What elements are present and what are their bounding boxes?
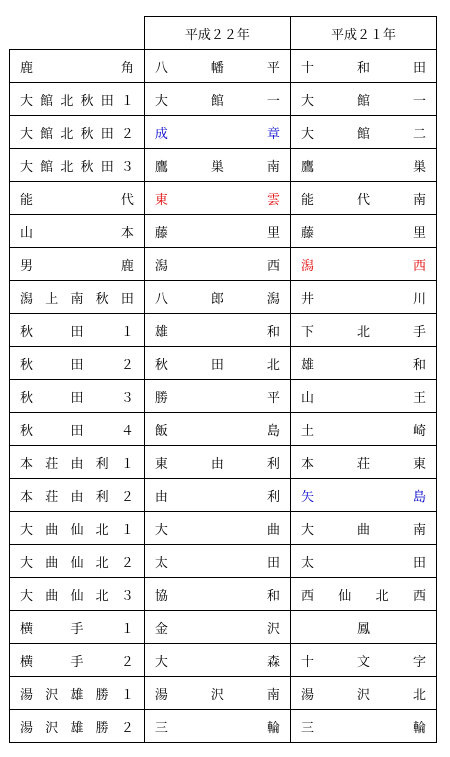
district-cell: 横 手 １ [10, 611, 145, 644]
district-cell: 湯 沢 雄 勝 １ [10, 677, 145, 710]
table-row [10, 248, 437, 281]
district-cell: 湯 沢 雄 勝 ２ [10, 710, 145, 743]
school-h22-cell: 八 幡 平 [144, 50, 290, 83]
district-cell: 山 本 [10, 215, 145, 248]
school-h21-cell: 山 王 [290, 380, 436, 413]
school-h22-cell: 藤 里 [144, 215, 290, 248]
header-year-21: 平成２１年 [290, 17, 436, 50]
district-cell: 秋 田 １ [10, 314, 145, 347]
school-h21-cell: 土 崎 [290, 413, 436, 446]
school-h21-cell: 本 荘 東 [290, 446, 436, 479]
table-row [10, 446, 437, 479]
table-row [10, 182, 437, 215]
school-h22-cell: 三 輪 [144, 710, 290, 743]
school-h22-cell: 協 和 [144, 578, 290, 611]
school-h21-cell: 下 北 手 [290, 314, 436, 347]
table-row [10, 281, 437, 314]
school-h22-cell: 鷹 巣 南 [144, 149, 290, 182]
school-h21-cell: 太 田 [290, 545, 436, 578]
district-cell: 本 荘 由 利 １ [10, 446, 145, 479]
school-h22-cell: 勝 平 [144, 380, 290, 413]
district-cell: 能 代 [10, 182, 145, 215]
district-school-table [9, 16, 437, 743]
school-h21-cell: 西 仙 北 西 [290, 578, 436, 611]
school-h21-cell: 雄 和 [290, 347, 436, 380]
table-row [10, 677, 437, 710]
table-row [10, 611, 437, 644]
district-cell: 横 手 ２ [10, 644, 145, 677]
school-h21-cell: 大 曲 南 [290, 512, 436, 545]
school-h21-cell: 井 川 [290, 281, 436, 314]
school-h21-cell: 大 館 二 [290, 116, 436, 149]
district-cell: 大 曲 仙 北 ３ [10, 578, 145, 611]
district-cell: 秋 田 ４ [10, 413, 145, 446]
table-row [10, 710, 437, 743]
school-h21-cell: 十 和 田 [290, 50, 436, 83]
header-blank-cell [10, 17, 145, 50]
school-h21-cell: 三 輪 [290, 710, 436, 743]
table-row [10, 149, 437, 182]
district-cell: 男 鹿 [10, 248, 145, 281]
district-cell: 大 曲 仙 北 １ [10, 512, 145, 545]
district-cell: 大 館 北 秋 田 ２ [10, 116, 145, 149]
school-h22-cell: 雄 和 [144, 314, 290, 347]
table-row [10, 479, 437, 512]
school-h22-cell: 東 由 利 [144, 446, 290, 479]
school-h21-cell: 能 代 南 [290, 182, 436, 215]
header-year-22: 平成２２年 [144, 17, 290, 50]
school-h22-cell: 湯 沢 南 [144, 677, 290, 710]
school-h21-cell: 鷹 巣 [290, 149, 436, 182]
table-row [10, 578, 437, 611]
school-h21-cell: 潟 西 [290, 248, 436, 281]
table-row [10, 380, 437, 413]
school-h21-cell: 十 文 字 [290, 644, 436, 677]
school-h22-cell: 八 郎 潟 [144, 281, 290, 314]
school-h21-cell: 大 館 一 [290, 83, 436, 116]
school-h21-cell: 湯 沢 北 [290, 677, 436, 710]
table-row [10, 116, 437, 149]
district-cell: 大 館 北 秋 田 １ [10, 83, 145, 116]
school-h22-cell: 金 沢 [144, 611, 290, 644]
school-h22-cell: 秋 田 北 [144, 347, 290, 380]
table-row [10, 545, 437, 578]
school-h21-cell: 藤 里 [290, 215, 436, 248]
table-row [10, 83, 437, 116]
table-row [10, 314, 437, 347]
table-row [10, 50, 437, 83]
district-cell: 秋 田 ３ [10, 380, 145, 413]
school-h21-cell: 矢 島 [290, 479, 436, 512]
table-row [10, 512, 437, 545]
district-cell: 鹿 角 [10, 50, 145, 83]
school-h22-cell: 由 利 [144, 479, 290, 512]
school-h22-cell: 大 館 一 [144, 83, 290, 116]
district-cell: 本 荘 由 利 ２ [10, 479, 145, 512]
table-row [10, 413, 437, 446]
school-h22-cell: 成 章 [144, 116, 290, 149]
school-h22-cell: 大 森 [144, 644, 290, 677]
district-cell: 秋 田 ２ [10, 347, 145, 380]
header-row [10, 17, 437, 50]
school-h22-cell: 飯 島 [144, 413, 290, 446]
table-row [10, 215, 437, 248]
table-row [10, 347, 437, 380]
district-cell: 大 曲 仙 北 ２ [10, 545, 145, 578]
district-cell: 潟 上 南 秋 田 [10, 281, 145, 314]
district-cell: 大 館 北 秋 田 ３ [10, 149, 145, 182]
school-h22-cell: 太 田 [144, 545, 290, 578]
school-h22-cell: 大 曲 [144, 512, 290, 545]
school-h21-cell: 鳳 [290, 611, 436, 644]
table-row [10, 644, 437, 677]
school-h22-cell: 潟 西 [144, 248, 290, 281]
school-h22-cell: 東 雲 [144, 182, 290, 215]
